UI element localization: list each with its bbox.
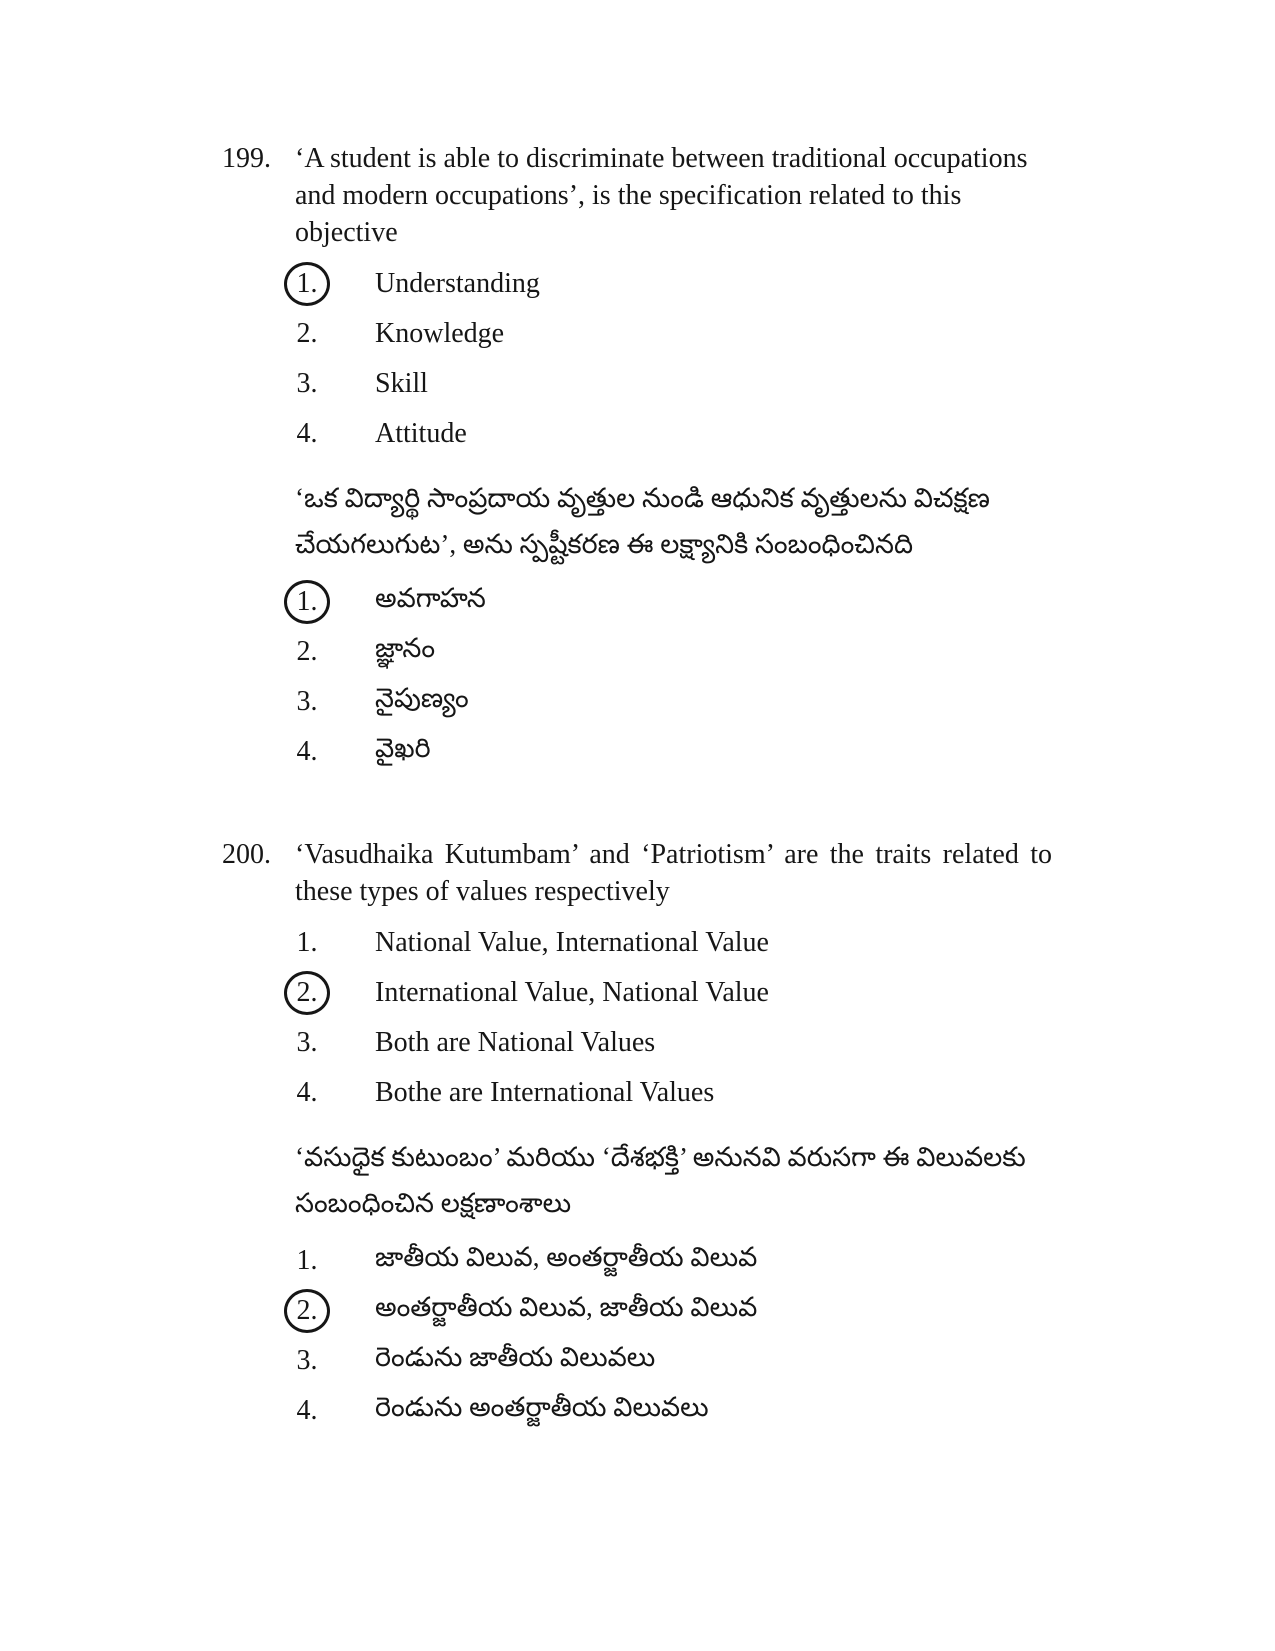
option-label: National Value, International Value (375, 927, 769, 958)
question-text-line: ‘వసుధైక కుటుంబం’ మరియు ‘దేశభక్తి’ అనునవి వరుసగా ఈ విలువలకు (295, 1142, 1026, 1172)
option-label: Bothe are International Values (375, 1077, 715, 1108)
option-label: రెండును అంతర్జాతీయ విలువలు (375, 1392, 709, 1422)
english-options-list (222, 259, 1054, 459)
question-text-telugu (295, 1134, 1052, 1226)
option-row (284, 677, 1054, 727)
option-row (284, 1018, 1054, 1068)
question-200 (222, 836, 1054, 1436)
option-row (284, 577, 1054, 627)
option-number: 2. (284, 1289, 330, 1333)
option-label: Both are National Values (375, 1027, 656, 1058)
option-row (284, 1336, 1054, 1386)
question-text-telugu (295, 475, 1052, 567)
option-number: 4. (296, 736, 318, 767)
question-number: 199. (222, 143, 271, 174)
question-text-line: ‘ఒక విద్యార్థి సాంప్రదాయ వృత్తుల నుండి ఆధునిక వృత్తులను విచక్షణ (295, 483, 990, 513)
question-text-line: and modern occupations’, is the specification related to this (295, 180, 962, 211)
question-text-english (295, 140, 1052, 251)
telugu-options-list (222, 1236, 1054, 1436)
question-200-header (222, 836, 1054, 910)
question-text-english (295, 836, 1052, 910)
option-row (284, 918, 1054, 968)
option-row (284, 627, 1054, 677)
option-number: 3. (296, 686, 318, 717)
option-row (284, 259, 1054, 309)
question-text-line: ‘Vasudhaika Kutumbam’ and ‘Patriotism’ are the traits related to (295, 839, 1052, 870)
question-199-header (222, 140, 1054, 251)
question-199 (222, 140, 1054, 777)
question-number: 200. (222, 839, 271, 870)
option-row (284, 1236, 1054, 1286)
option-number: 4. (296, 418, 318, 449)
option-number: 2. (296, 318, 318, 349)
option-number: 1. (284, 580, 330, 624)
option-row (284, 727, 1054, 777)
telugu-options-list (222, 577, 1054, 777)
question-text-line: చేయగలుగుట’, అను స్పష్టీకరణ ఈ లక్ష్యానికి సంబంధించినది (295, 529, 914, 559)
option-label: International Value, National Value (375, 977, 769, 1008)
option-number: 4. (296, 1077, 318, 1108)
question-text-line: ‘A student is able to discriminate between traditional occupations (295, 143, 1028, 174)
option-row (284, 1386, 1054, 1436)
option-number: 1. (296, 927, 318, 958)
option-number: 4. (296, 1395, 318, 1426)
option-label: అంతర్జాతీయ విలువ, జాతీయ విలువ (375, 1292, 758, 1322)
option-row (284, 359, 1054, 409)
question-text-line: సంబంధించిన లక్షణాంశాలు (295, 1188, 572, 1218)
option-row (284, 1068, 1054, 1118)
option-label: Skill (375, 368, 428, 399)
option-label: జ్ఞానం (375, 633, 436, 663)
option-number: 1. (284, 262, 330, 306)
option-row (284, 1286, 1054, 1336)
option-number: 2. (284, 971, 330, 1015)
option-label: నైపుణ్యం (375, 683, 469, 713)
option-row (284, 309, 1054, 359)
option-number: 1. (296, 1245, 318, 1276)
option-label: వైఖరి (375, 733, 431, 763)
option-label: రెండును జాతీయ విలువలు (375, 1342, 656, 1372)
english-options-list (222, 918, 1054, 1118)
option-number: 3. (296, 1345, 318, 1376)
question-text-line: objective (295, 217, 398, 248)
option-label: Understanding (375, 268, 540, 299)
option-label: అవగాహన (375, 583, 486, 613)
option-row (284, 968, 1054, 1018)
question-text-line: these types of values respectively (295, 876, 670, 907)
option-label: Knowledge (375, 318, 505, 349)
option-number: 3. (296, 368, 318, 399)
option-row (284, 409, 1054, 459)
option-number: 3. (296, 1027, 318, 1058)
option-label: Attitude (375, 418, 467, 449)
option-label: జాతీయ విలువ, అంతర్జాతీయ విలువ (375, 1242, 758, 1272)
option-number: 2. (296, 636, 318, 667)
